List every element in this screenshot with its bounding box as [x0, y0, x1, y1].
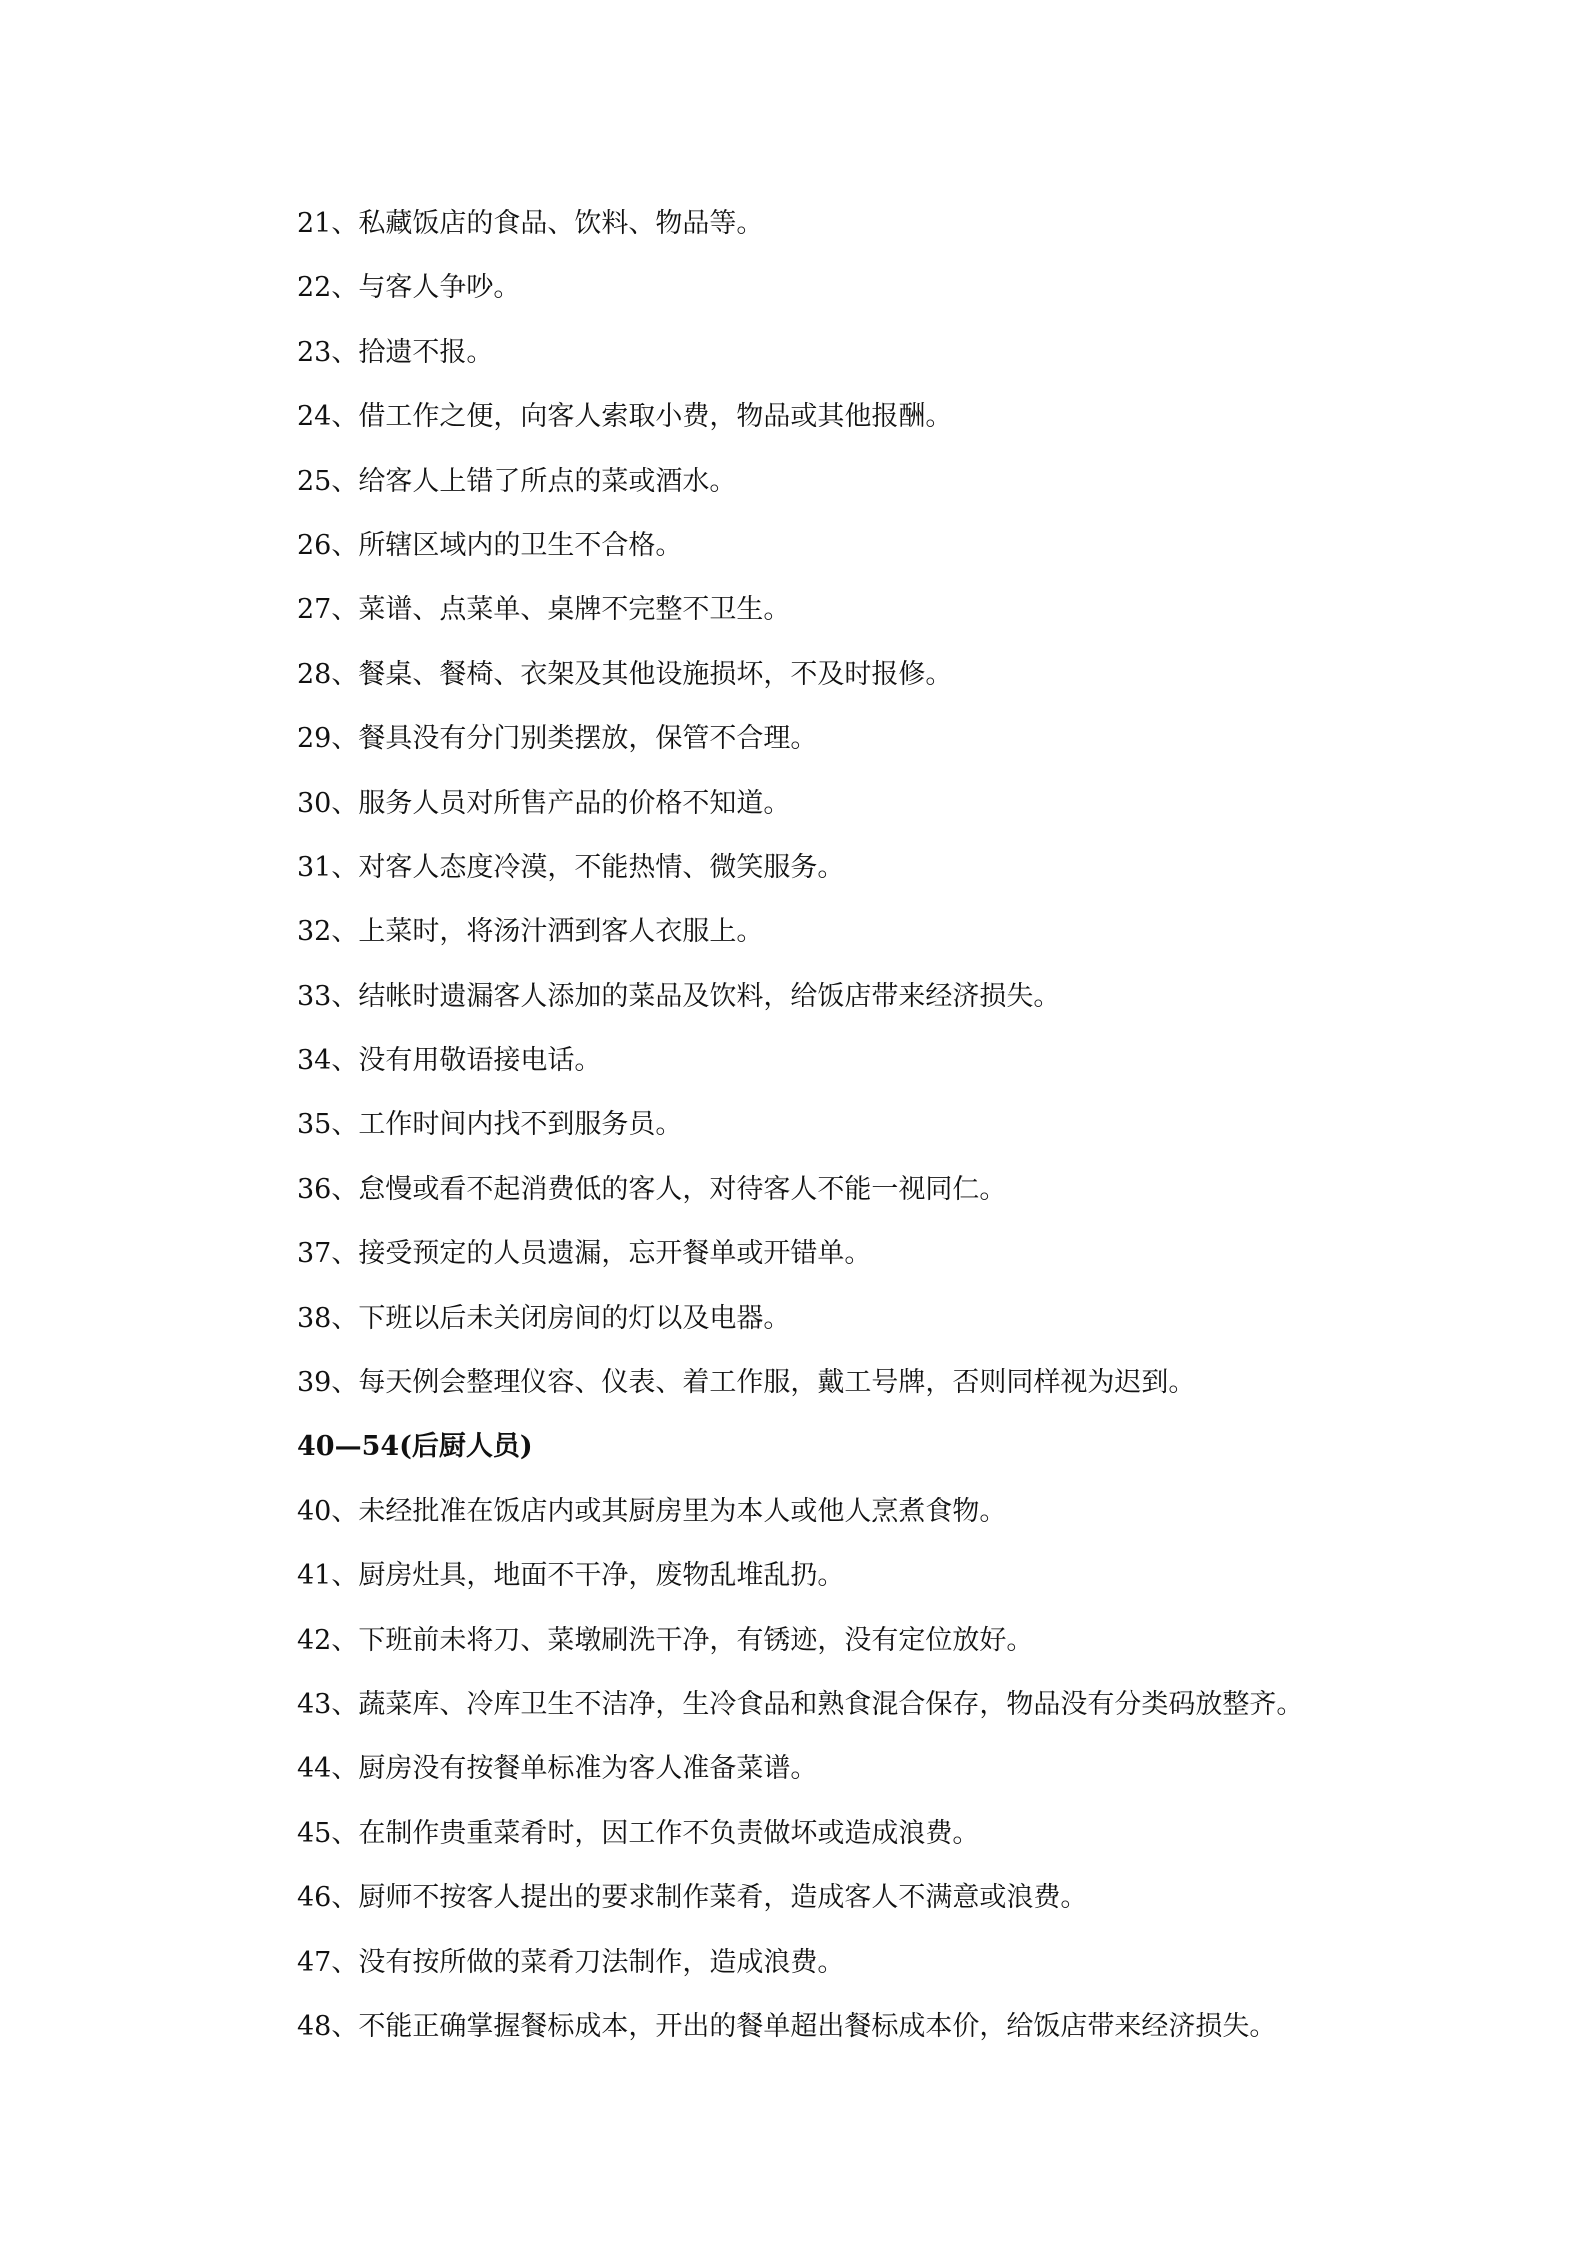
list-item: 24、借工作之便，向客人索取小费，物品或其他报酬。 [297, 401, 953, 433]
list-item: 41、厨房灶具，地面不干净，废物乱堆乱扔。 [297, 1560, 845, 1592]
list-item: 47、没有按所做的菜肴刀法制作，造成浪费。 [297, 1946, 845, 1978]
list-item: 45、在制作贵重菜肴时，因工作不负责做坏或造成浪费。 [297, 1817, 980, 1849]
list-item: 38、下班以后未关闭房间的灯以及电器。 [297, 1302, 791, 1334]
document-page [297, 192, 1497, 2059]
list-item: 33、结帐时遗漏客人添加的菜品及饮料，给饭店带来经济损失。 [297, 980, 1061, 1012]
list-item: 26、所辖区域内的卫生不合格。 [297, 529, 683, 561]
list-item: 28、餐桌、餐椅、衣架及其他设施损坏，不及时报修。 [297, 658, 953, 690]
list-item: 39、每天例会整理仪容、仪表、着工作服，戴工号牌，否则同样视为迟到。 [297, 1367, 1196, 1399]
list-item: 36、怠慢或看不起消费低的客人，对待客人不能一视同仁。 [297, 1173, 1007, 1205]
list-item: 40、未经批准在饭店内或其厨房里为本人或他人烹煮食物。 [297, 1495, 1007, 1527]
list-item: 46、厨师不按客人提出的要求制作菜肴，造成客人不满意或浪费。 [297, 1882, 1088, 1914]
list-item: 25、给客人上错了所点的菜或酒水。 [297, 465, 737, 497]
list-item: 31、对客人态度冷漠，不能热情、微笑服务。 [297, 851, 845, 883]
list-item: 42、下班前未将刀、菜墩刷洗干净，有锈迹，没有定位放好。 [297, 1624, 1034, 1656]
list-item: 32、上菜时，将汤汁洒到客人衣服上。 [297, 916, 764, 948]
list-item: 44、厨房没有按餐单标准为客人准备菜谱。 [297, 1753, 818, 1785]
section-heading: 40—54(后厨人员) [297, 1431, 533, 1463]
list-item: 29、餐具没有分门别类摆放，保管不合理。 [297, 723, 818, 755]
list-item: 37、接受预定的人员遗漏，忘开餐单或开错单。 [297, 1238, 872, 1270]
list-item: 22、与客人争吵。 [297, 272, 521, 304]
list-item: 27、菜谱、点菜单、桌牌不完整不卫生。 [297, 594, 791, 626]
list-item: 35、工作时间内找不到服务员。 [297, 1109, 683, 1141]
list-item: 34、没有用敬语接电话。 [297, 1045, 602, 1077]
list-item: 43、蔬菜库、冷库卫生不洁净，生冷食品和熟食混合保存，物品没有分类码放整齐。 [297, 1688, 1304, 1720]
list-item: 23、拾遗不报。 [297, 336, 494, 368]
list-item: 48、不能正确掌握餐标成本，开出的餐单超出餐标成本价，给饭店带来经济损失。 [297, 2010, 1277, 2042]
list-item: 21、私藏饭店的食品、饮料、物品等。 [297, 208, 764, 239]
list-item: 30、服务人员对所售产品的价格不知道。 [297, 787, 791, 819]
